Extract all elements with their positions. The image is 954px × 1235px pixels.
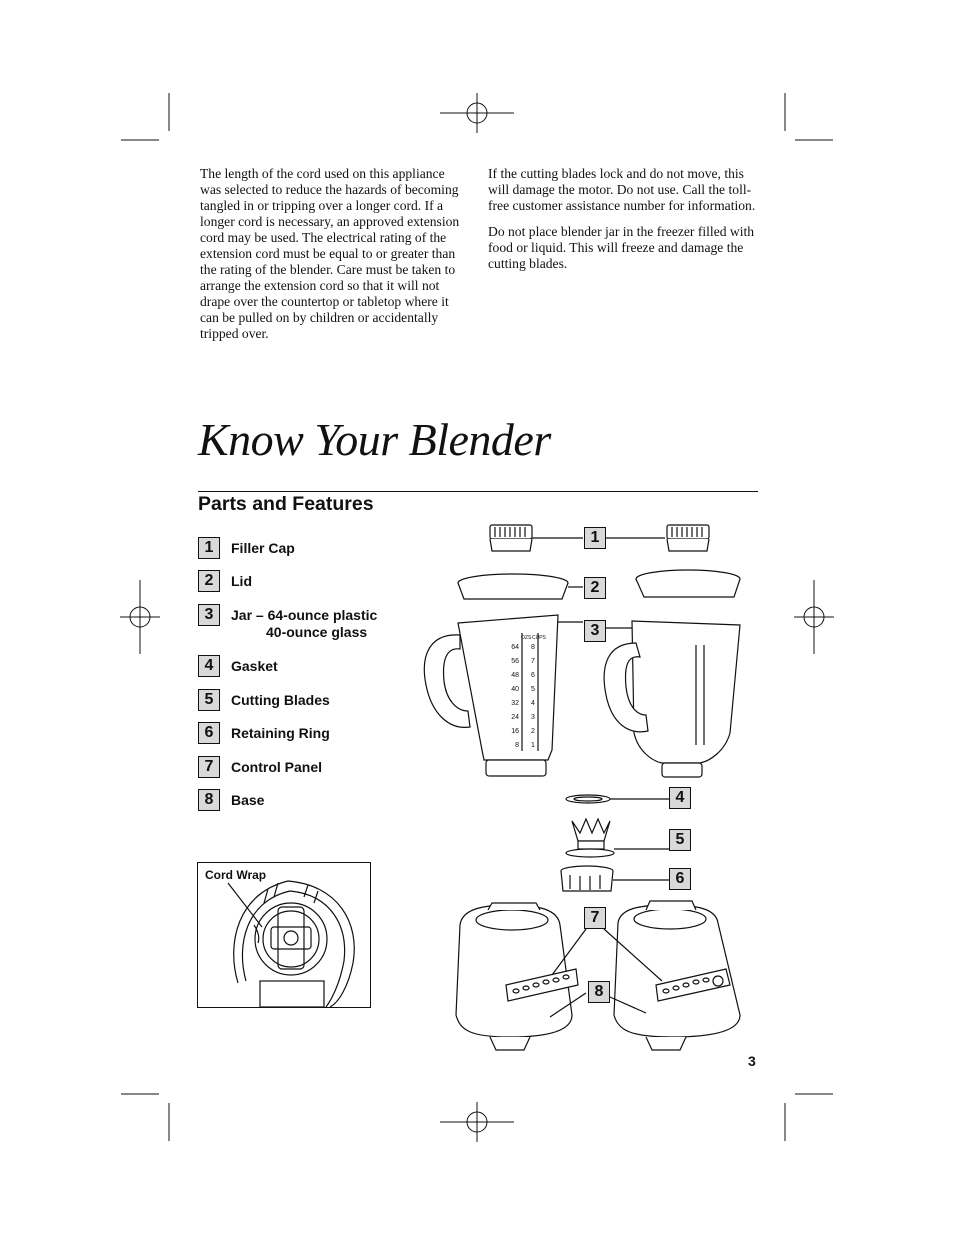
part-number-badge: 8: [198, 789, 220, 811]
warnings-column: [488, 166, 758, 282]
part-number-badge: 5: [198, 689, 220, 711]
part-label: Base: [231, 792, 265, 808]
part-label: Control Panel: [231, 759, 323, 775]
base-right: [614, 901, 740, 1050]
cord-length-text: The length of the cord used on this appliance was selected to reduce the hazards of becoming tangled in or tripping over a longer cord. If a longer cord is necessary, an approved extension cord may be used. The electrical rating of the extension cord must be equal to or greater than the rating of the blender. Care must be taken to arrange the extension cord so that it will not drape over the countertop or tabletop where it can be pulled on by children or accidentally tripped over.: [200, 166, 460, 341]
callout-1: 1: [584, 527, 606, 549]
jar-scale-cups-mark: 8: [531, 644, 535, 651]
lid-left: [458, 574, 568, 599]
cord-length-paragraph: [200, 166, 462, 352]
part-number-badge: 3: [198, 604, 220, 626]
part-label: Retaining Ring: [231, 725, 330, 741]
part-number-badge: 7: [198, 756, 220, 778]
jar-scale-cups-mark: 1: [531, 742, 535, 749]
part-number-badge: 6: [198, 722, 220, 744]
jar-scale-oz-header: OZS: [521, 635, 532, 641]
retaining-ring: [561, 866, 613, 891]
jar-scale-oz-mark: 40: [511, 686, 519, 693]
jar-scale-oz-mark: 16: [511, 728, 519, 735]
jar-scale-oz-mark: 48: [511, 672, 519, 679]
jar-scale-cups-mark: 2: [531, 728, 535, 735]
page-number: 3: [748, 1053, 756, 1069]
part-number-badge: 2: [198, 570, 220, 592]
callout-5: 5: [669, 829, 691, 851]
callout-8: 8: [588, 981, 610, 1003]
part-label: Gasket: [231, 658, 278, 674]
cutting-blades: [566, 819, 614, 857]
cord-wrap-label: Cord Wrap: [205, 868, 267, 882]
callout-6: 6: [669, 868, 691, 890]
jar-scale-cups-mark: 3: [531, 714, 535, 721]
blade-lock-warning: If the cutting blades lock and do not move, this will damage the motor. Do not use. Call the toll-free customer assistance number for information.: [488, 166, 756, 213]
jar-scale-cups-mark: 7: [531, 658, 535, 665]
callout-4: 4: [669, 787, 691, 809]
jar-scale-oz-mark: 24: [511, 714, 519, 721]
jar-scale-cups-mark: 6: [531, 672, 535, 679]
part-label: Lid: [231, 573, 252, 589]
jar-scale-oz-mark: 8: [515, 742, 519, 749]
part-label: Filler Cap: [231, 540, 295, 556]
plastic-jar: [424, 615, 558, 776]
page-title: Know Your Blender: [198, 414, 551, 465]
jar-scale-oz-mark: 32: [511, 700, 519, 707]
freezer-warning: Do not place blender jar in the freezer filled with food or liquid. This will freeze and damage the cutting blades.: [488, 224, 755, 271]
part-number-badge: 4: [198, 655, 220, 677]
cord-wrap-illustration: [198, 863, 370, 1007]
title-rule: [198, 491, 758, 492]
part-label: Jar – 64-ounce plastic: [231, 607, 378, 623]
lid-right: [636, 570, 740, 597]
part-label: Cutting Blades: [231, 692, 330, 708]
callout-2: 2: [584, 577, 606, 599]
callout-3: 3: [584, 620, 606, 642]
base-left: [456, 903, 578, 1050]
jar-scale-oz-mark: 56: [511, 658, 519, 665]
glass-jar: [604, 621, 740, 777]
part-label-secondary: 40-ounce glass: [266, 624, 368, 640]
filler-cap-left: [490, 525, 532, 551]
jar-scale-cups-mark: 4: [531, 700, 535, 707]
filler-cap-right: [667, 525, 709, 551]
callout-7: 7: [584, 907, 606, 929]
jar-scale-cups-mark: 5: [531, 686, 535, 693]
gasket: [566, 795, 610, 803]
part-number-badge: 1: [198, 537, 220, 559]
jar-scale-cups-header: CUPS: [532, 635, 546, 641]
jar-scale-oz-mark: 64: [511, 644, 519, 651]
section-heading: Parts and Features: [198, 493, 374, 515]
cord-wrap-inset: [197, 862, 371, 1008]
